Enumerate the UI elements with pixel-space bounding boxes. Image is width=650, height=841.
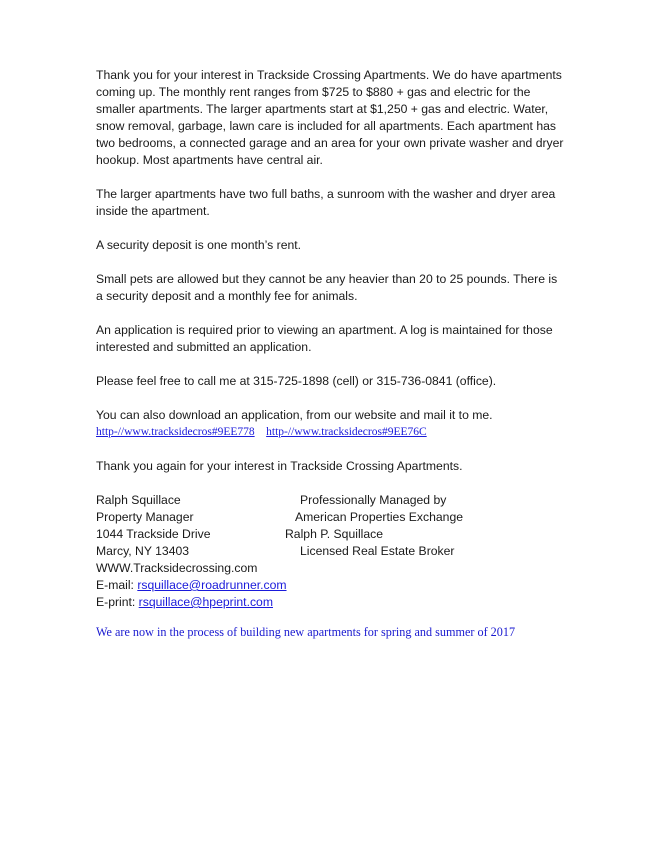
signature-name: Ralph Squillace [96,493,181,507]
company-name: American Properties Exchange [295,510,464,524]
broker-title: Licensed Real Estate Broker [300,544,455,558]
paragraph-pets: Small pets are allowed but they cannot be any heavier than 20 to 25 pounds. There is a security deposit and a monthly fee for animals. [96,272,558,303]
application-link-2[interactable]: http-//www.tracksidecros#9EE76C [266,426,427,438]
paragraph-larger-apartments: The larger apartments have two full baths, a sunroom with the washer and dryer area inside the apartment. [96,187,556,218]
email-link[interactable]: rsquillace@roadrunner.com [137,578,287,592]
eprint-label: E-print: [96,595,139,609]
paragraph-security-deposit: A security deposit is one month’s rent. [96,238,302,252]
broker-name: Ralph P. Squillace [285,527,384,541]
signature-website: WWW.Tracksidecrossing.com [96,561,258,575]
signature-address2: Marcy, NY 13403 [96,544,190,558]
email-label: E-mail: [96,578,138,592]
paragraph-rent-info: Thank you for your interest in Trackside Crossing Apartments. We do have apartments coming up. The monthly rent ranges from $725 to $880 + gas and electric for the smaller apartments. The larger apartments start at $1,250 + gas and electric. Water, snow removal, garbage, lawn care is included for all apartments. Each apartment has two bedrooms, a connected garage and an area for your own private washer and dryer hookup. Most apartments have central air. [96,68,564,167]
signature-email [96,577,287,594]
download-links [96,424,427,441]
signature-title: Property Manager [96,510,194,524]
paragraph-application: An application is required prior to viewing an apartment. A log is maintained for those interested and submitted an application. [96,323,553,354]
paragraph-phone: Please feel free to call me at 315-725-1898 (cell) or 315-736-0841 (office). [96,374,497,388]
managed-by-line: Professionally Managed by [300,493,447,507]
paragraph-thanks: Thank you again for your interest in Trackside Crossing Apartments. [96,459,463,473]
construction-notice: We are now in the process of building new apartments for spring and summer of 2017 [96,625,516,639]
eprint-link[interactable]: rsquillace@hpeprint.com [138,595,273,609]
signature-address1: 1044 Trackside Drive [96,527,211,541]
paragraph-download: You can also download an application, from our website and mail it to me. [96,408,493,422]
application-link-1[interactable]: http-//www.tracksidecros#9EE778 [96,426,255,438]
signature-eprint [96,594,273,611]
